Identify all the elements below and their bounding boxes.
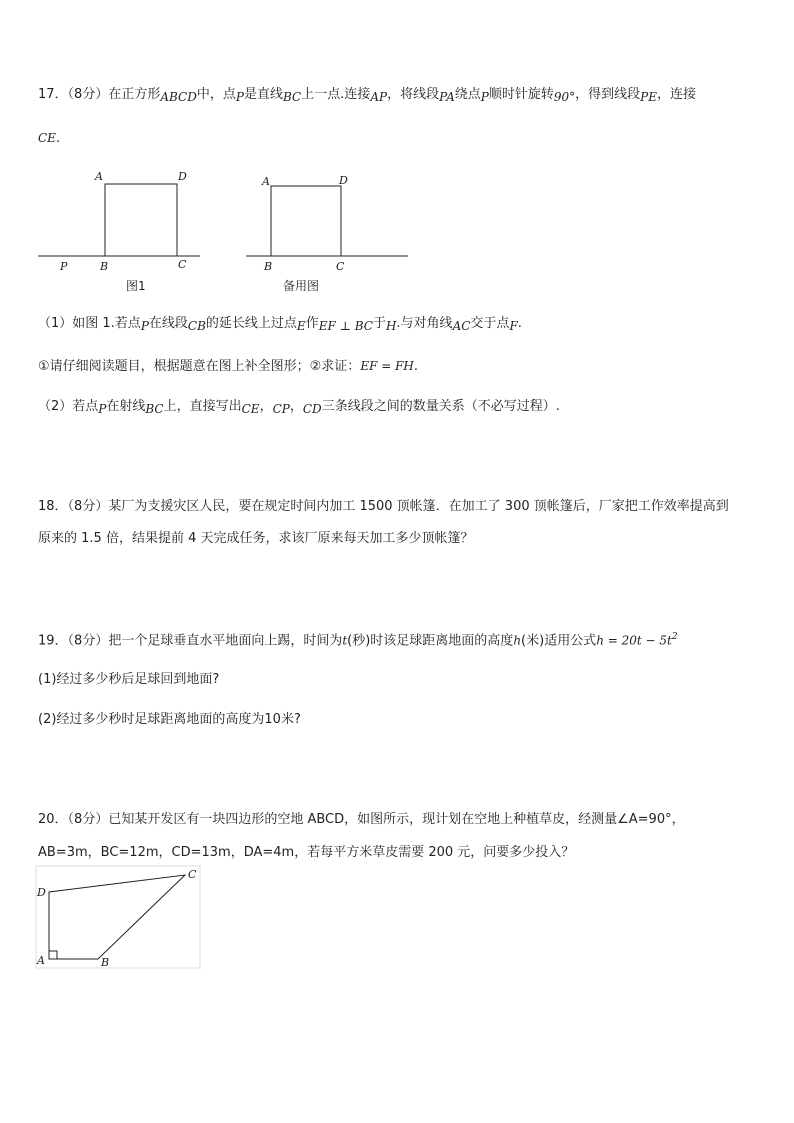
q18-line1: 18．（8分）某厂为支援灾区人民，要在规定时间内加工 1500 顶帐篷．在加工了 300 顶帐篷后，厂家把工作效率提高到 — [38, 499, 729, 514]
fig2-caption: 备用图 — [283, 279, 320, 293]
fig1-label-C: C — [178, 258, 187, 271]
q17-part2: （2）若点P在射线BC上，直接写出CE，CP，CD三条线段之间的数量关系（不必写过程）. — [38, 399, 560, 416]
q19-question-2: (2)经过多少秒时足球距离地面的高度为10米? — [38, 712, 301, 727]
q20-line2: AB=3m，BC=12m，CD=13m，DA=4m，若每平方米草皮需要 200 元，问要多少投入？ — [38, 845, 575, 860]
q17-figures — [0, 0, 794, 300]
fig1-caption: 图1 — [126, 279, 146, 293]
q19-stem: 19．（8分）把一个足球垂直水平地面向上踢，时间为t(秒)时该足球距离地面的高度h(米)适用公式$h = 20t - 5t^2$ — [38, 632, 678, 649]
q19-question-1: (1)经过多少秒后足球回到地面? — [38, 672, 220, 687]
q17-stem-cont: CE. — [38, 131, 61, 146]
fig2-label-C: C — [336, 260, 345, 273]
fig2-label-B: B — [264, 260, 273, 273]
q19-formula: h = 20t − 5t — [596, 633, 672, 648]
q17-part1: （1）如图 1.若点P在线段CB的延长线上过点E作EF ⊥ BC于H.与对角线AC交于点F. — [38, 316, 522, 333]
q20-label-D: D — [37, 886, 46, 899]
q20-label-C: C — [188, 868, 197, 881]
fig1-label-P: P — [60, 260, 68, 273]
fig1-label-A: A — [95, 170, 103, 183]
fig1-label-D: D — [178, 170, 187, 183]
q17-figure-1 — [38, 170, 200, 293]
fig2-label-A: A — [262, 175, 270, 188]
q17-figure-backup — [246, 174, 408, 293]
q17-stem: 17．（8分）在正方形ABCD中，点P是直线BC上一点.连接AP，将线段PA绕点P顺时针旋转90°，得到线段PE，连接 — [38, 87, 696, 104]
fig2-label-D: D — [339, 174, 348, 187]
fig1-label-B: B — [100, 260, 109, 273]
q20-label-A: A — [37, 954, 45, 967]
q20-label-B: B — [101, 956, 110, 969]
q18-line2: 原来的 1.5 倍，结果提前 4 天完成任务，求该厂原来每天加工多少顶帐篷？ — [38, 531, 474, 546]
q20-figure — [0, 860, 240, 980]
q17-part1-sub: ①请仔细阅读题目，根据题意在图上补全图形；②求证：EF = FH. — [38, 359, 419, 374]
q20-line1: 20．（8分）已知某开发区有一块四边形的空地 ABCD，如图所示，现计划在空地上种植草皮，经测量∠A=90°， — [38, 812, 685, 827]
